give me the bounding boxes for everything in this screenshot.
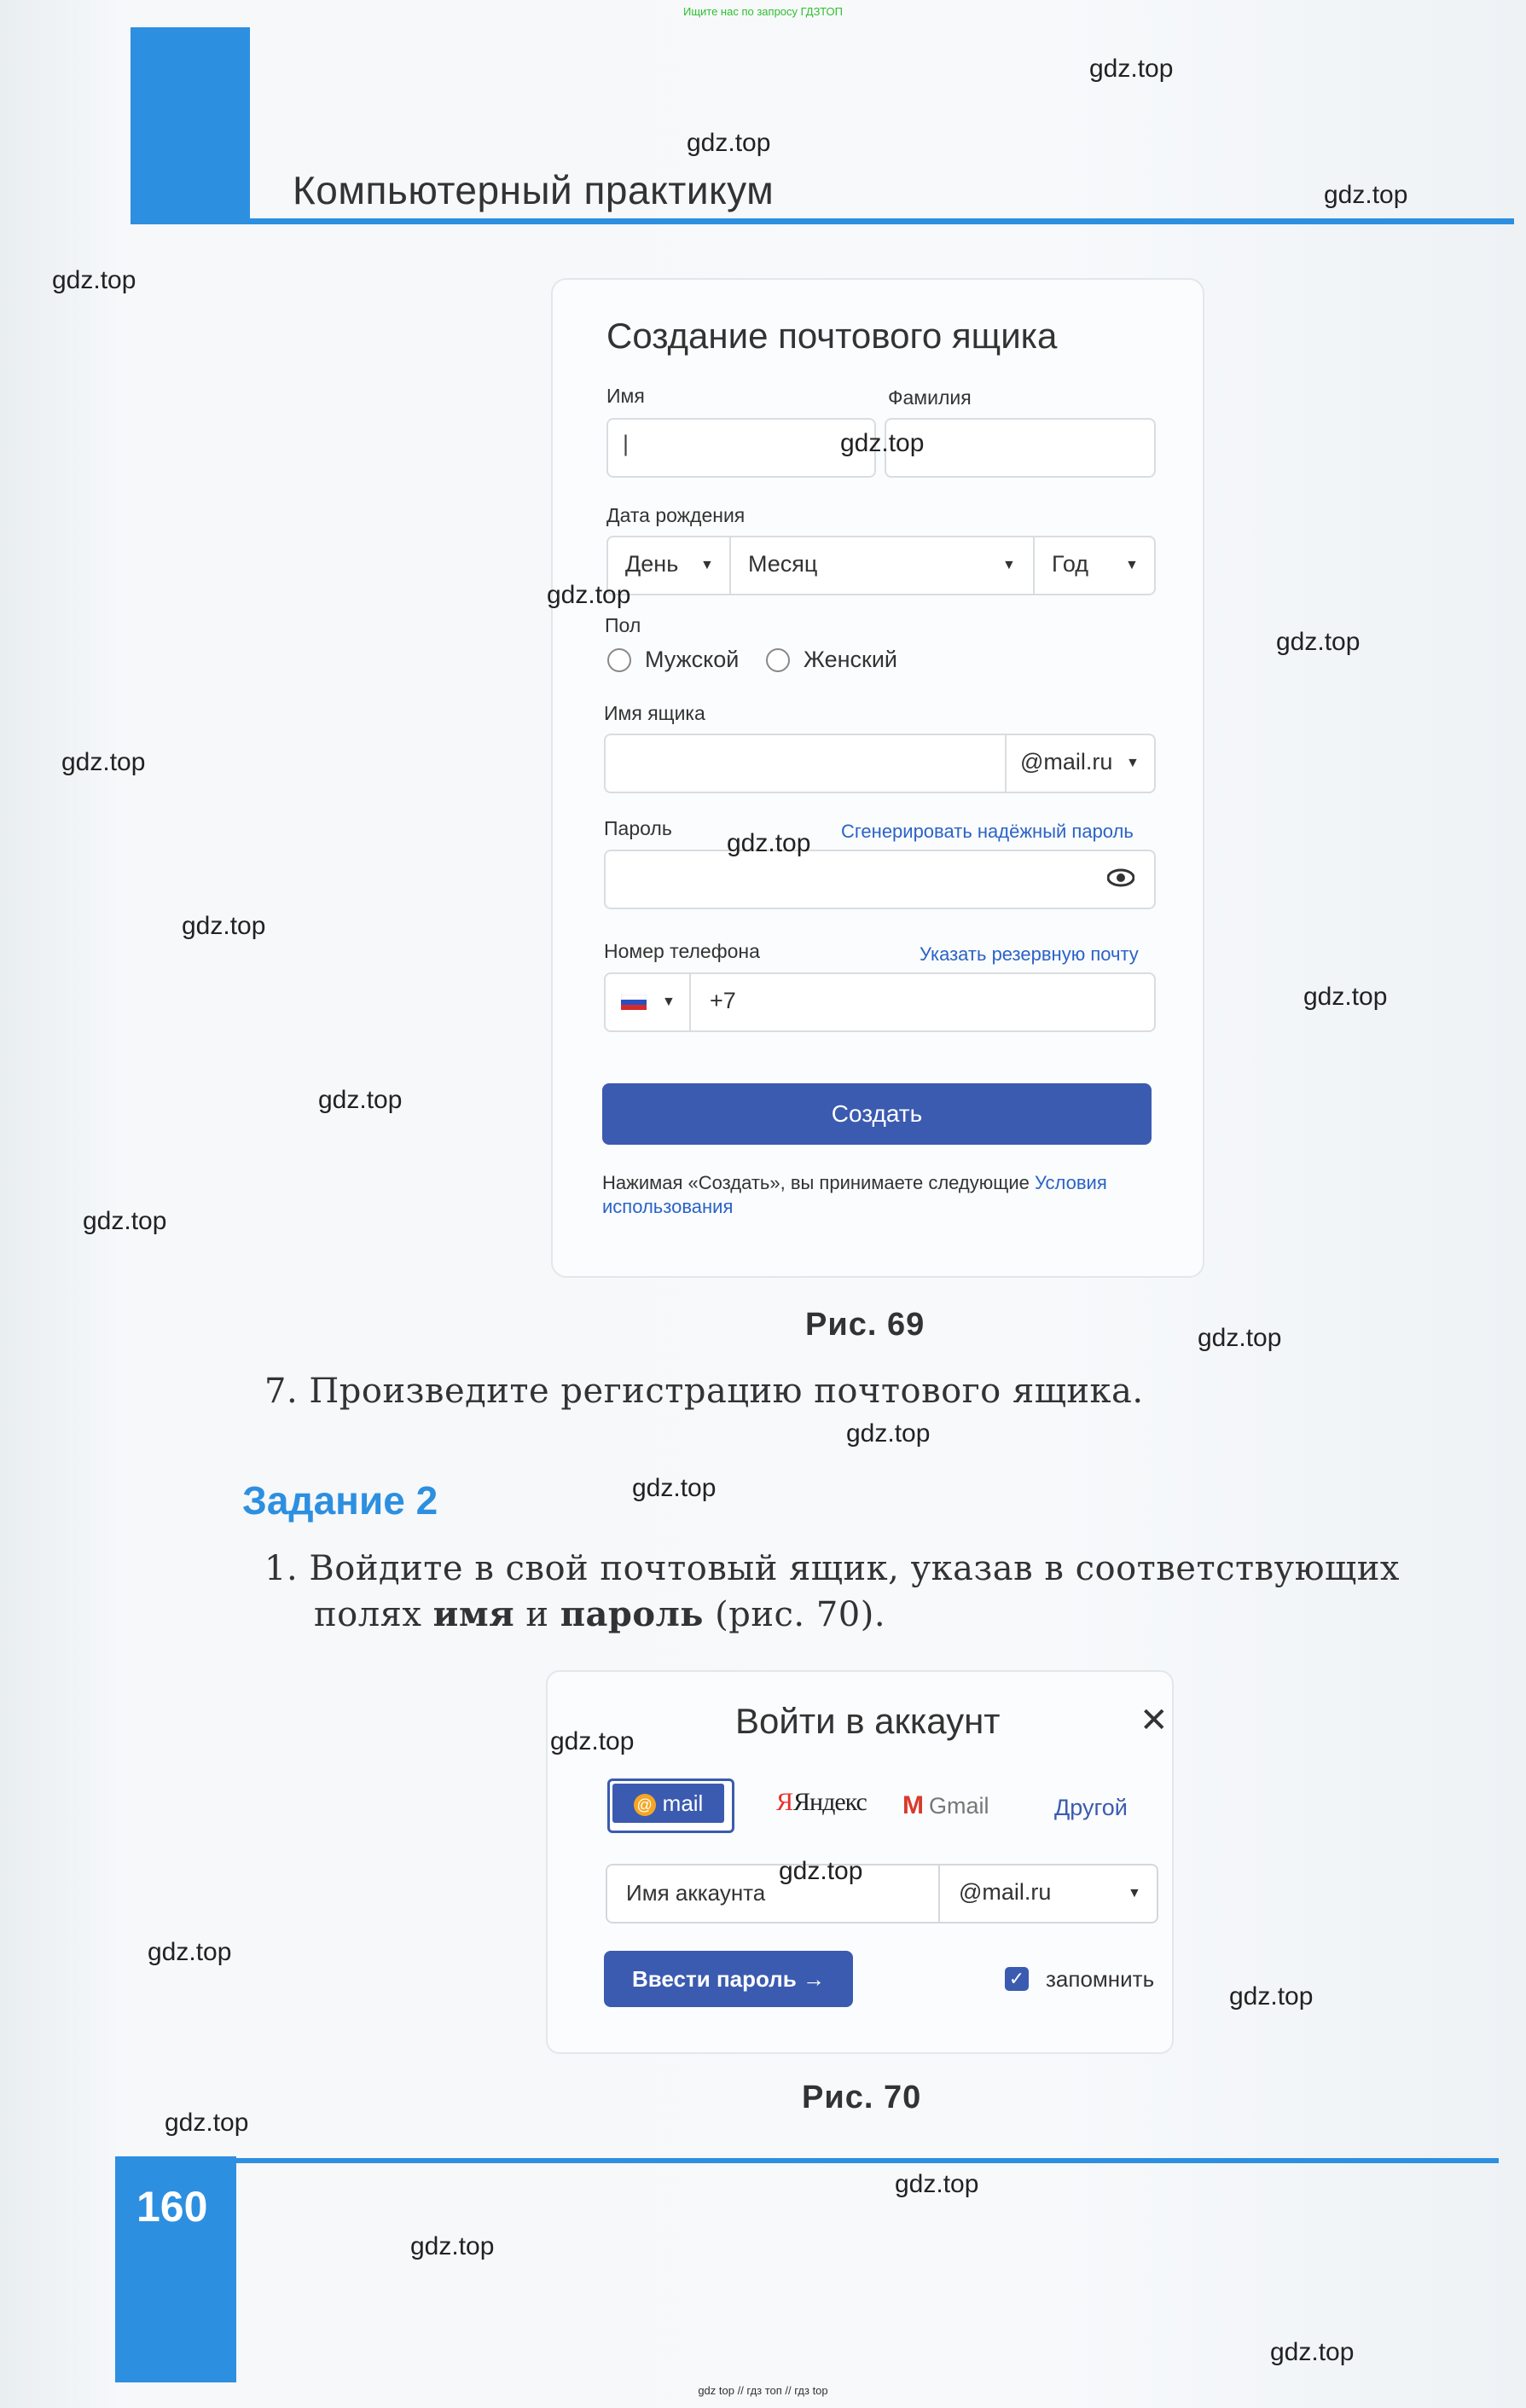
watermark: gdz.top [1303,983,1388,1011]
password-input[interactable] [604,850,1156,909]
step-1-line-1: 1. Войдите в свой почтовый ящик, указав в соответствующих [264,1549,1400,1588]
year-select[interactable] [1035,537,1151,592]
year-select-label: Год [1052,551,1088,577]
header-color-block [131,27,250,220]
female-radio[interactable] [766,648,790,672]
domain-select[interactable] [1008,735,1152,790]
figure-69-caption: Рис. 69 [805,1307,925,1343]
chevron-down-icon: ▼ [1125,558,1139,572]
chevron-down-icon: ▼ [662,995,676,1009]
female-radio-label: Женский [804,647,898,672]
gender-label: Пол [605,614,641,636]
watermark: gdz.top [632,1474,717,1502]
bottom-note: gdz top // гдз топ // гдз top [698,2384,828,2397]
step-1-bold-password: пароль [560,1594,704,1634]
account-domain-label: @mail.ru [959,1879,1052,1905]
day-select-label: День [625,551,679,577]
watermark: gdz.top [1089,55,1174,83]
step-1-text-c: (рис. 70). [703,1595,886,1634]
month-select-label: Месяц [748,551,818,577]
gmail-logo-icon: M [902,1791,924,1819]
password-label: Пароль [604,817,672,839]
domain-select-label: @mail.ru [1020,749,1113,775]
mailbox-divider [1005,735,1007,792]
step-1-text [264,1546,1518,1638]
phone-label: Номер телефона [604,940,760,962]
provider-mail-chip [612,1784,724,1823]
first-name-label: Имя [606,385,645,407]
watermark: gdz.top [165,2109,249,2137]
watermark: gdz.top [846,1419,931,1448]
terms-prefix: Нажимая «Создать», вы принимаете следующие [602,1172,1036,1193]
male-radio-label: Мужской [645,647,740,672]
generate-password-link[interactable]: Сгенерировать надёжный пароль [841,821,1134,842]
watermark: gdz.top [148,1938,232,1966]
birth-date-label: Дата рождения [606,504,746,526]
watermark: gdz.top [318,1086,403,1114]
provider-yandex-label: Яндекс [793,1788,867,1816]
country-select[interactable] [607,974,688,1029]
watermark: gdz.top [687,129,771,157]
page-number: 160 [136,2183,208,2231]
watermark: gdz.top [840,429,925,457]
create-button[interactable]: Создать [602,1083,1152,1145]
first-name-input[interactable] [606,418,876,478]
chevron-down-icon: ▼ [1128,1886,1141,1900]
watermark: gdz.top [1229,1982,1314,2011]
account-name-placeholder: Имя аккаунта [626,1880,766,1906]
remember-checkbox[interactable]: ✓ [1005,1967,1029,1991]
watermark: gdz.top [547,581,631,609]
provider-other-button[interactable]: Другой [1054,1795,1128,1820]
page-title: Компьютерный практикум [293,168,775,212]
phone-prefix: +7 [710,988,736,1013]
chevron-down-icon: ▼ [700,558,714,572]
watermark: gdz.top [727,829,811,857]
watermark: gdz.top [1270,2338,1355,2366]
chevron-down-icon: ▼ [1002,558,1016,572]
footer-rule [236,2158,1499,2163]
enter-password-button[interactable]: Ввести пароль → [604,1951,853,2007]
step-1-bold-name: имя [432,1594,515,1634]
last-name-input[interactable] [885,418,1156,478]
eye-icon[interactable] [1107,868,1134,887]
watermark: gdz.top [895,2170,979,2198]
watermark: gdz.top [61,748,146,776]
account-divider [938,1865,940,1922]
yandex-logo-icon: Я [776,1788,794,1816]
provider-yandex-button[interactable] [776,1788,867,1817]
step-1-line-2 [264,1592,1518,1638]
male-radio[interactable] [607,648,631,672]
chevron-down-icon: ▼ [1126,756,1140,770]
watermark: gdz.top [1324,181,1408,209]
step-7-text: 7. Произведите регистрацию почтового ящика. [264,1372,1144,1411]
watermark: gdz.top [410,2232,495,2260]
step-1-text-a: полях [314,1595,433,1634]
top-note: Ищите нас по запросу ГДЗТОП [682,5,843,18]
provider-gmail-button[interactable] [902,1791,989,1820]
header-rule [131,218,1514,224]
last-name-label: Фамилия [888,386,972,409]
terms-text [602,1171,1148,1219]
watermark: gdz.top [83,1207,167,1235]
login-dialog-title: Войти в аккаунт [735,1701,1001,1741]
close-icon[interactable]: ✕ [1140,1702,1169,1739]
watermark: gdz.top [779,1857,863,1885]
watermark: gdz.top [550,1727,635,1755]
remember-label: запомнить [1046,1966,1155,1992]
terms-link[interactable]: Условия [1035,1172,1107,1193]
terms-link-2[interactable]: использования [602,1196,734,1217]
mailbox-name-label: Имя ящика [604,702,705,724]
at-sign-icon: @ [634,1794,656,1816]
watermark: gdz.top [1276,628,1361,656]
month-select[interactable] [731,537,1031,592]
phone-divider [689,974,691,1030]
watermark: gdz.top [52,266,136,294]
provider-gmail-label: Gmail [929,1793,989,1819]
account-domain-select[interactable] [942,1865,1153,1920]
backup-email-link[interactable]: Указать резервную почту [920,943,1139,965]
task-2-heading: Задание 2 [242,1478,438,1523]
watermark: gdz.top [182,912,266,940]
first-name-cursor: | [623,431,630,456]
figure-70-caption: Рис. 70 [802,2080,922,2115]
step-1-text-b: и [514,1595,560,1634]
provider-mail-label: mail [662,1790,704,1816]
flag-ru-icon [621,995,647,1010]
watermark: gdz.top [1198,1324,1282,1352]
registration-form-title: Создание почтового ящика [606,316,1058,356]
